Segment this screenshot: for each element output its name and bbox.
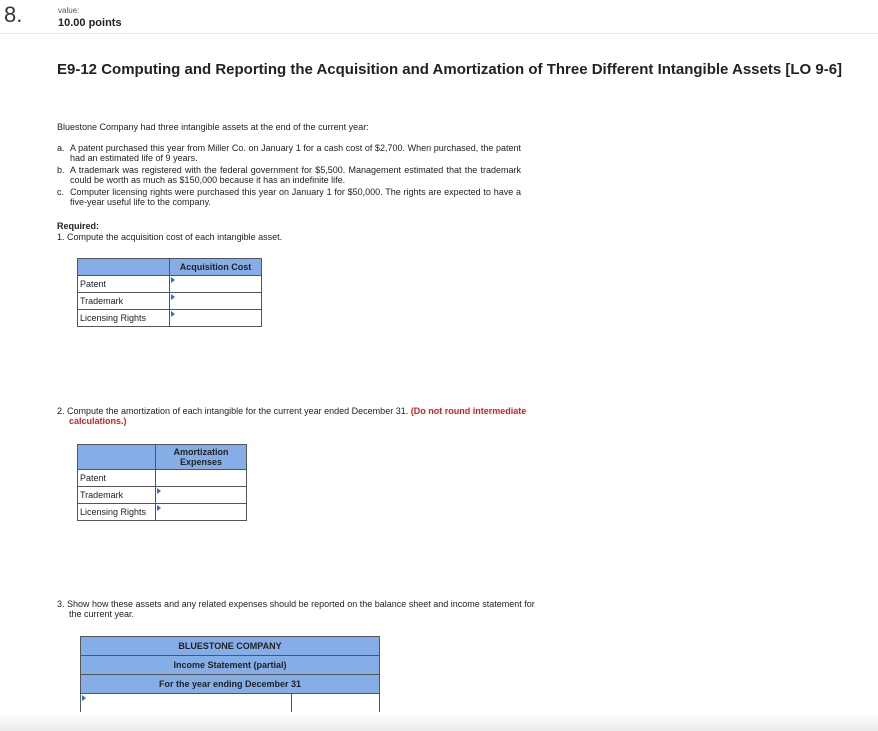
item-letter: b. xyxy=(57,165,65,175)
column-header: Acquisition Cost xyxy=(170,259,262,276)
licensing-rights-cost-input[interactable] xyxy=(170,310,262,327)
statement-period: For the year ending December 31 xyxy=(81,675,380,694)
question-number: 8. xyxy=(4,2,23,27)
column-header-line: Amortization xyxy=(173,447,229,457)
licensing-rights-amortization-input[interactable] xyxy=(156,504,247,521)
row-label: Trademark xyxy=(78,293,170,310)
row-label: Licensing Rights xyxy=(78,310,170,327)
item-letter: a. xyxy=(57,143,65,153)
intro-text: Bluestone Company had three intangible assets at the end of the current year: xyxy=(57,122,369,132)
row-label: Trademark xyxy=(78,487,156,504)
input-arrow-icon xyxy=(157,488,161,494)
item-text: A patent purchased this year from Miller Co. on January 1 for a cash cost of $2,700. When purchased, the patent had an estimated life of 9 years. xyxy=(70,143,521,163)
patent-cost-input[interactable] xyxy=(170,276,262,293)
acquisition-cost-table xyxy=(77,258,262,327)
item-text: Computer licensing rights were purchased this year on January 1 for $50,000. The rights are expected to have a five-year useful life to the company. xyxy=(70,187,521,207)
list-item xyxy=(57,187,521,207)
row-label: Patent xyxy=(78,470,156,487)
list-item xyxy=(57,165,521,185)
input-arrow-icon xyxy=(171,311,175,317)
patent-amortization-input[interactable] xyxy=(156,470,247,487)
problem-title: E9-12 Computing and Reporting the Acquisition and Amortization of Three Different Intangible Assets [LO 9-6] xyxy=(57,61,843,78)
amortization-table xyxy=(77,444,247,521)
income-statement-table xyxy=(80,636,380,713)
table-row xyxy=(78,293,262,310)
requirement-3: 3. Show how these assets and any related expenses should be reported on the balance sheet and income statement for the current year. xyxy=(57,599,535,619)
item-letter: c. xyxy=(57,187,65,197)
trademark-cost-input[interactable] xyxy=(170,293,262,310)
statement-amount-input[interactable] xyxy=(292,694,380,713)
trademark-amortization-input[interactable] xyxy=(156,487,247,504)
rounding-note: (Do not round intermediate calculations.) xyxy=(69,406,527,426)
requirement-1: 1. Compute the acquisition cost of each intangible asset. xyxy=(57,232,283,242)
requirement-2 xyxy=(57,406,539,426)
table-row xyxy=(78,487,247,504)
statement-line-select[interactable] xyxy=(81,694,292,713)
row-label: Licensing Rights xyxy=(78,504,156,521)
statement-company: BLUESTONE COMPANY xyxy=(81,637,380,656)
page-bottom-fade xyxy=(0,712,878,731)
header-divider xyxy=(0,33,878,34)
column-header-line: Expenses xyxy=(179,457,223,467)
table-row xyxy=(78,310,262,327)
input-arrow-icon xyxy=(157,505,161,511)
value-label: value: xyxy=(58,6,80,15)
points-value: 10.00 points xyxy=(58,17,122,29)
table-row xyxy=(81,694,380,713)
input-arrow-icon xyxy=(171,277,175,283)
list-item xyxy=(57,143,521,163)
table-row xyxy=(78,276,262,293)
requirement-2-text: 2. Compute the amortization of each intangible for the current year ended December 31. xyxy=(57,406,409,416)
table-row xyxy=(78,504,247,521)
input-arrow-icon xyxy=(82,695,86,701)
row-label: Patent xyxy=(78,276,170,293)
item-text: A trademark was registered with the federal government for $5,500. Management estimated that the trademark could be worth as much as $150,000 because it has an indefinite life. xyxy=(70,165,521,185)
statement-title: Income Statement (partial) xyxy=(81,656,380,675)
required-heading: Required: xyxy=(57,221,100,231)
header-blank-cell xyxy=(78,445,156,470)
table-row xyxy=(78,470,247,487)
column-header xyxy=(156,445,247,470)
input-arrow-icon xyxy=(171,294,175,300)
header-blank-cell xyxy=(78,259,170,276)
